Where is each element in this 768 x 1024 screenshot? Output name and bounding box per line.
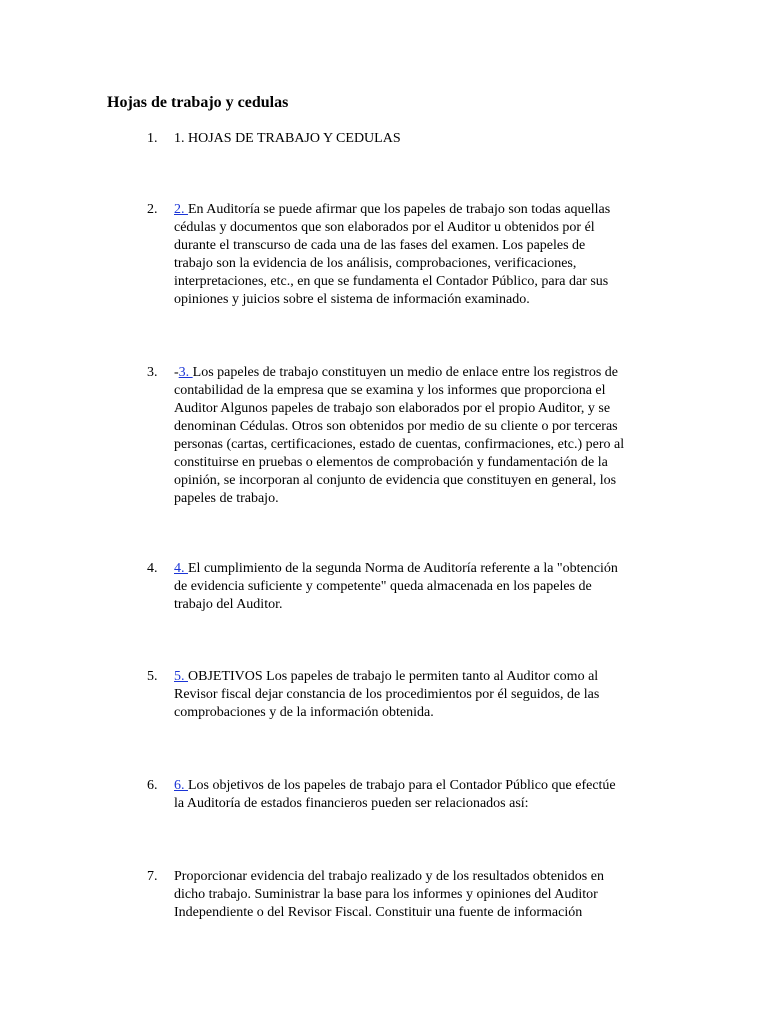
document-title: Hojas de trabajo y cedulas	[107, 94, 289, 111]
list-item-text: Los papeles de trabajo constituyen un medio de enlace entre los registros de contabilidad de la empresa que se examina y los informes que proporciona el Auditor Algunos papeles de trabajo son elaborados por el propio Auditor, y se denominan Cédulas. Otros son obtenidos por medio de su cliente o por terceras personas (cartas, certificaciones, estado de cuentas, confirmaciones, etc.) pero al constituirse en pruebas o elementos de comprobación y fundamentación de la opinión, se incorporan al conjunto de evidencia que constituyen en general, los papeles de trabajo.	[174, 365, 625, 506]
list-item-number: 7.	[147, 869, 158, 884]
list-item	[147, 560, 667, 614]
list-item-number: 6.	[147, 778, 158, 793]
item-link[interactable]: 2.	[174, 202, 188, 217]
item-link[interactable]: 3.	[178, 365, 193, 380]
list-item	[147, 777, 667, 813]
list-item	[147, 130, 667, 148]
list-item-body	[174, 364, 667, 508]
list-item-number: 5.	[147, 669, 158, 684]
list-item-body	[174, 560, 667, 614]
list-item-number: 2.	[147, 202, 158, 217]
item-link[interactable]: 6.	[174, 778, 188, 793]
list-item-body	[174, 668, 667, 722]
list-item-text: Los objetivos de los papeles de trabajo para el Contador Público que efectúe la Auditoría de estados financieros pueden ser relacionados así:	[174, 778, 616, 811]
list-item-number: 1.	[147, 131, 158, 146]
list-item	[147, 668, 667, 722]
list-item	[147, 201, 667, 309]
list-item	[147, 364, 667, 508]
list-item-body	[174, 201, 667, 309]
list-item-text: En Auditoría se puede afirmar que los papeles de trabajo son todas aquellas cédulas y documentos que son elaborados por el Auditor u obtenidos por él durante el transcurso de cada una de las fases del examen. Los papeles de trabajo son la evidencia de los análisis, comprobaciones, verificaciones, interpretaciones, etc., en que se fundamenta el Contador Público, para dar sus opiniones y juicios sobre el sistema de información examinado.	[174, 202, 611, 307]
list-item-number: 4.	[147, 561, 158, 576]
list-item-text: 1. HOJAS DE TRABAJO Y CEDULAS	[174, 131, 401, 146]
item-link[interactable]: 5.	[174, 669, 188, 684]
list-item-prefix: -	[174, 365, 179, 380]
list-item-text: Proporcionar evidencia del trabajo realizado y de los resultados obtenidos en dicho trabajo. Suministrar la base para los informes y opiniones del Auditor Independiente o del Revisor Fiscal. Constituir una fuente de información	[174, 869, 604, 920]
list-item-text: El cumplimiento de la segunda Norma de Auditoría referente a la "obtención de evidencia suficiente y competente" queda almacenada en los papeles de trabajo del Auditor.	[174, 561, 618, 612]
list-item-text: OBJETIVOS Los papeles de trabajo le permiten tanto al Auditor como al Revisor fiscal dejar constancia de los procedimientos por él seguidos, de las comprobaciones y de la información obtenida.	[174, 669, 600, 720]
list-item	[147, 868, 667, 922]
list-item-body	[174, 777, 667, 813]
item-link[interactable]: 4.	[174, 561, 188, 576]
list-item-number: 3.	[147, 365, 158, 380]
